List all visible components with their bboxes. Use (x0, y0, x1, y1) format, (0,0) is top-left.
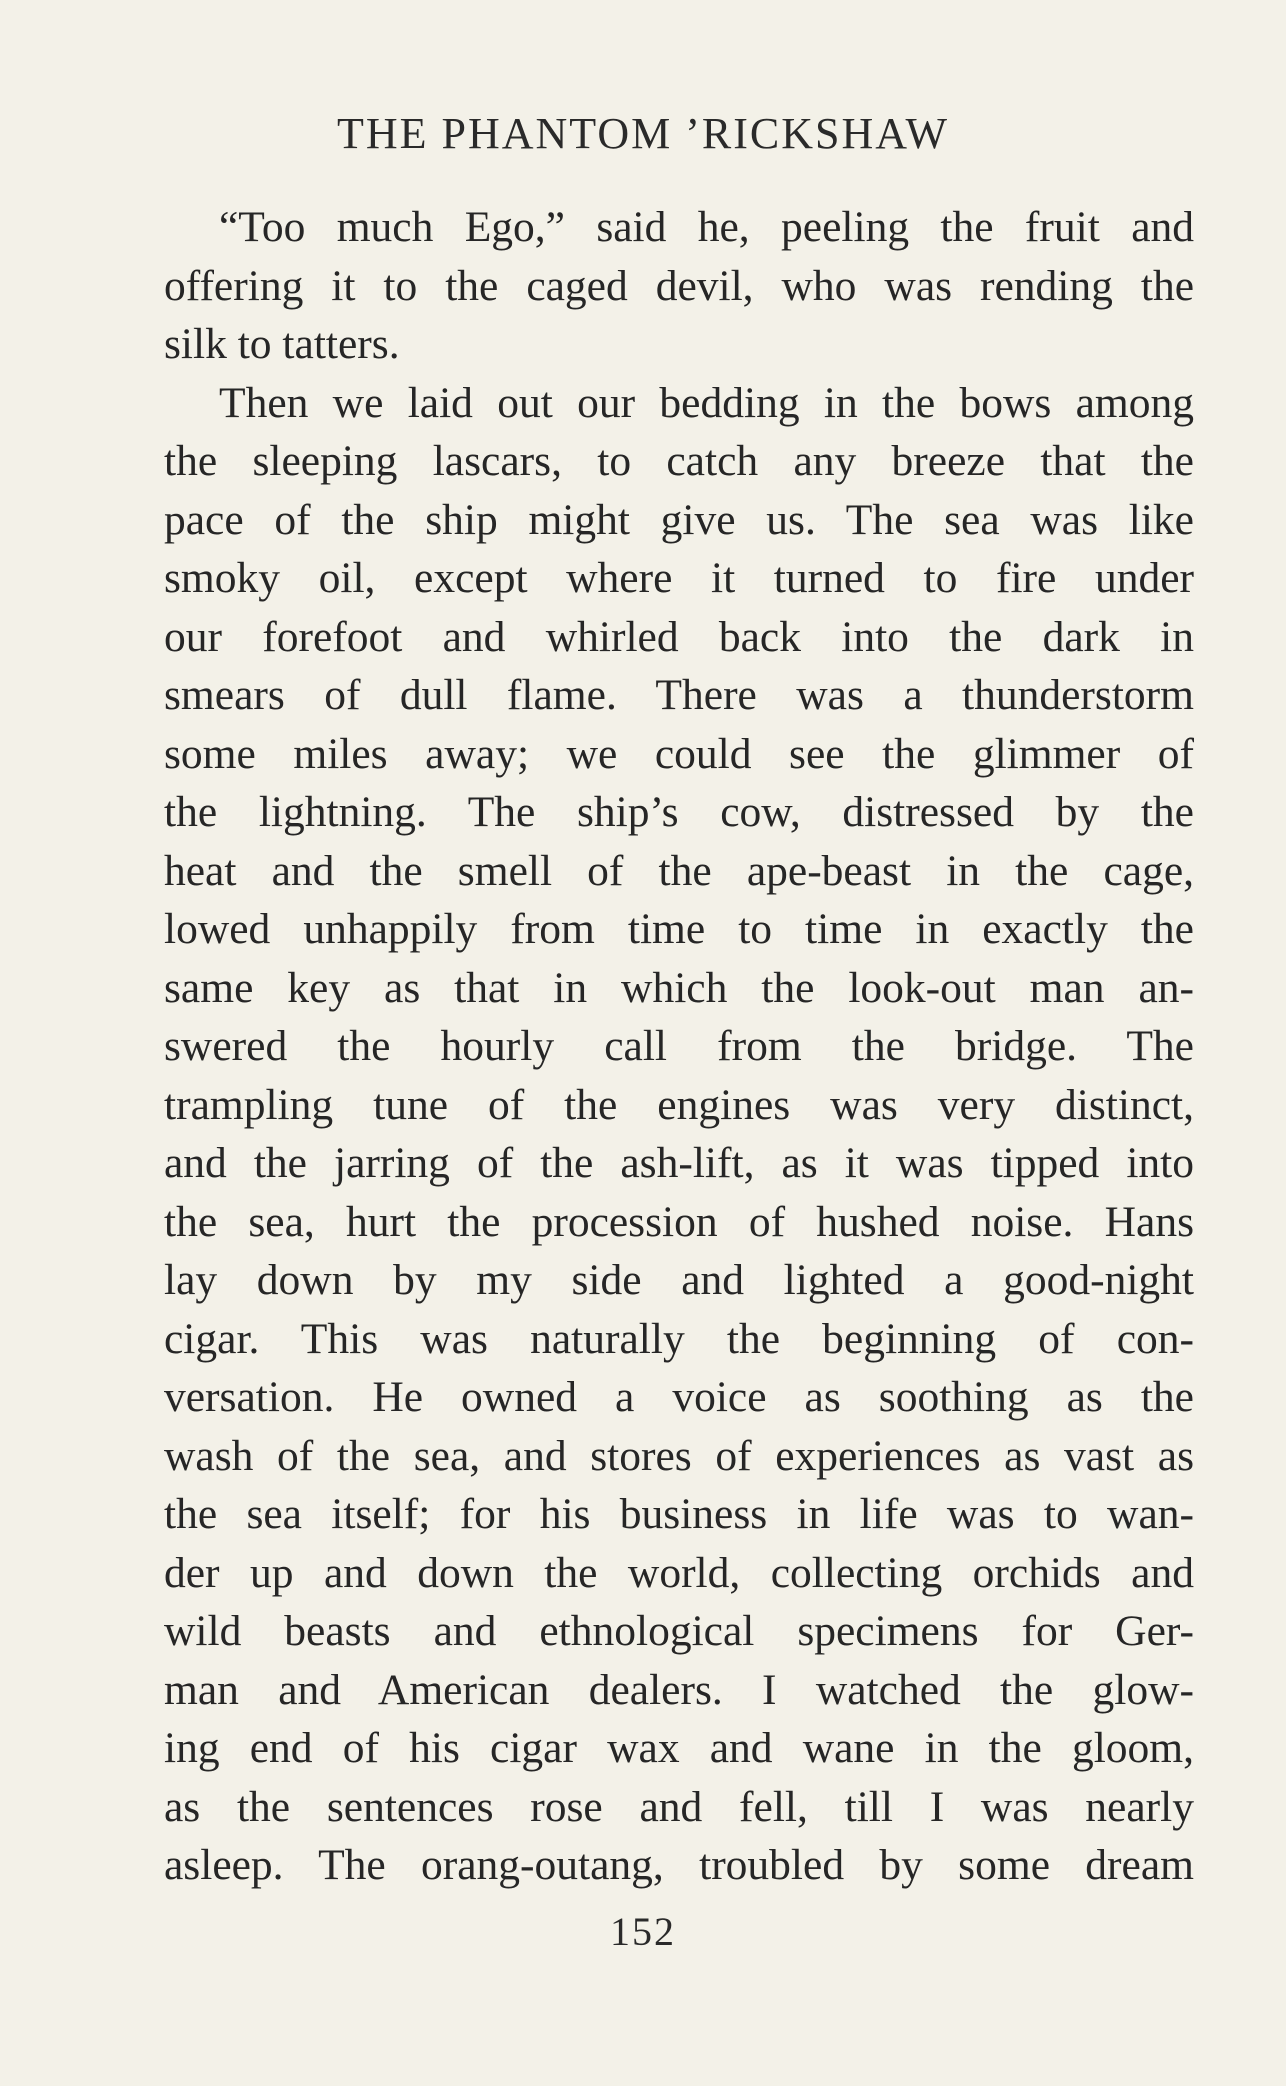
text-line: our forefoot and whirled back into the dark in (164, 612, 1194, 661)
text-line: same key as that in which the look-out man an- (164, 963, 1194, 1012)
page-number: 152 (610, 1909, 676, 1954)
body-text (164, 198, 1194, 1895)
text-line: heat and the smell of the ape-beast in the cage, (164, 846, 1194, 895)
text-line: and the jarring of the ash-lift, as it was tipped into (164, 1139, 1194, 1187)
text-line: the sea, hurt the procession of hushed noise. Hans (164, 1197, 1194, 1246)
text-line: versation. He owned a voice as soothing as the (164, 1373, 1194, 1421)
text-line: as the sentences rose and fell, till I was nearly (164, 1782, 1194, 1831)
text-line: silk to tatters. (164, 320, 400, 368)
text-line: asleep. The orang-outang, troubled by some dream (164, 1841, 1194, 1889)
text-line: ing end of his cigar wax and wane in the gloom, (164, 1724, 1194, 1772)
text-line: man and American dealers. I watched the glow- (164, 1665, 1194, 1714)
text-line: wild beasts and ethnological specimens for Ger- (164, 1607, 1194, 1655)
text-line: lay down by my side and lighted a good-night (164, 1256, 1194, 1304)
text-line: lowed unhappily from time to time in exactly the (164, 905, 1194, 953)
text-line: cigar. This was naturally the beginning of con- (164, 1314, 1194, 1363)
text-line: the sleeping lascars, to catch any breeze that the (164, 437, 1194, 485)
text-line: “Too much Ego,” said he, peeling the fruit and (219, 203, 1194, 251)
text-line: smoky oil, except where it turned to fire under (164, 554, 1194, 602)
text-line: Then we laid out our bedding in the bows among (219, 378, 1194, 427)
text-line: the lightning. The ship’s cow, distressed by the (164, 788, 1194, 836)
running-head: THE PHANTOM ’RICKSHAW (336, 109, 950, 158)
text-line: offering it to the caged devil, who was rending the (164, 261, 1194, 310)
text-line: der up and down the world, collecting orchids and (164, 1548, 1194, 1597)
text-line: pace of the ship might give us. The sea was like (164, 495, 1194, 544)
text-line: smears of dull flame. There was a thunderstorm (164, 671, 1194, 719)
text-line: trampling tune of the engines was very distinct, (164, 1080, 1194, 1129)
text-line: some miles away; we could see the glimmer of (164, 729, 1194, 778)
text-line: swered the hourly call from the bridge. The (164, 1022, 1194, 1070)
text-line: the sea itself; for his business in life was to wan- (164, 1490, 1194, 1538)
text-line: wash of the sea, and stores of experiences as vast as (164, 1431, 1194, 1480)
